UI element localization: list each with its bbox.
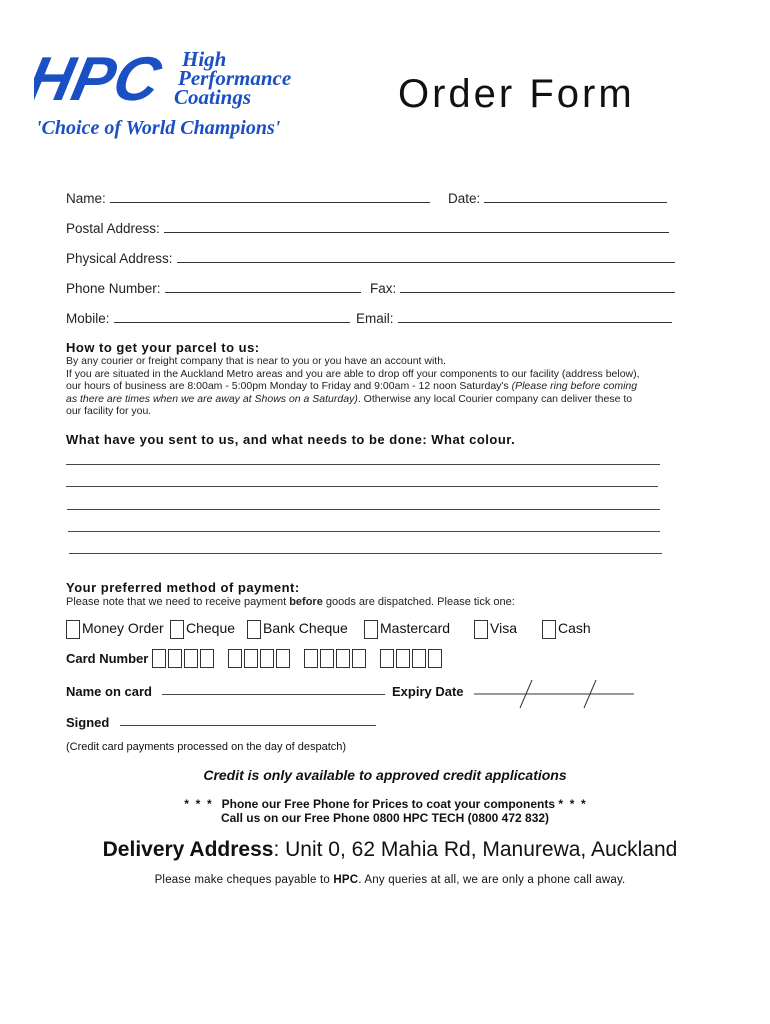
bank-cheque-label: Bank Cheque: [263, 620, 348, 637]
payment-option-bank-cheque[interactable]: [247, 620, 348, 639]
logo-word-high: High: [182, 47, 227, 71]
mobile-field[interactable]: [66, 310, 350, 326]
email-label: Email:: [356, 311, 394, 326]
payment-option-visa[interactable]: [474, 620, 517, 639]
delivery-address-label: Delivery Address: [102, 838, 274, 861]
hpc-logo-graphic: [34, 44, 354, 144]
logo-word-coatings: Coatings: [174, 85, 252, 109]
cheque-label: Cheque: [186, 620, 236, 637]
bank-cheque-checkbox[interactable]: [247, 620, 261, 639]
money-order-checkbox[interactable]: [66, 620, 80, 639]
money-order-label: Money Order: [82, 620, 164, 637]
free-phone-number: Call us on our Free Phone 0800 HPC TECH (0800 472 832): [220, 811, 550, 825]
work-line-4[interactable]: [68, 531, 660, 532]
parcel-line-3: [66, 380, 716, 393]
logo-word-performance: Performance: [178, 66, 292, 90]
cheque-checkbox[interactable]: [170, 620, 184, 639]
processing-note: (Credit card payments processed on the day of despatch): [66, 741, 347, 753]
parcel-courier-note: . Otherwise any local Courier company can deliver these to: [357, 392, 633, 405]
parcel-line-1: By any courier or freight company that is near to you or you have an account with.: [66, 355, 446, 367]
payment-note-end: goods are dispatched. Please tick one:: [322, 596, 515, 608]
physical-address-line[interactable]: [177, 250, 675, 263]
name-on-card-line[interactable]: [162, 694, 385, 695]
name-field[interactable]: [66, 190, 430, 206]
email-line[interactable]: [398, 310, 672, 323]
signed-label: Signed: [66, 715, 110, 730]
work-heading: What have you sent to us, and what needs to be done: What colour.: [66, 432, 516, 447]
credit-note: Credit is only available to approved credit applications: [203, 767, 567, 783]
cash-label: Cash: [558, 620, 591, 637]
parcel-instructions: [66, 355, 716, 418]
parcel-line-5: our facility for you.: [66, 405, 152, 417]
phone-line[interactable]: [165, 280, 361, 293]
work-line-5[interactable]: [69, 553, 662, 554]
fax-label: Fax:: [370, 281, 397, 296]
parcel-ring-note: (Please ring before coming: [511, 380, 638, 392]
delivery-address-value: : Unit 0, 62 Mahia Rd, Manurewa, Auckland: [273, 838, 678, 861]
expiry-date-label: Expiry Date: [392, 684, 464, 699]
expiry-date-slashes: [474, 678, 636, 710]
visa-checkbox[interactable]: [474, 620, 488, 639]
postal-address-field[interactable]: [66, 220, 669, 236]
postal-address-label: Postal Address:: [66, 221, 160, 236]
card-number-group-4[interactable]: [380, 649, 444, 668]
fax-field[interactable]: [370, 280, 675, 296]
cheques-note: [0, 874, 770, 886]
mobile-label: Mobile:: [66, 311, 110, 326]
payment-heading: Your preferred method of payment:: [66, 580, 300, 595]
work-line-3[interactable]: [67, 509, 660, 510]
parcel-line-4: [66, 393, 716, 406]
date-line[interactable]: [484, 190, 667, 203]
payment-option-cash[interactable]: [542, 620, 591, 639]
payment-option-money-order[interactable]: [66, 620, 164, 639]
logo-tagline: 'Choice of World Champions': [36, 117, 281, 139]
delivery-address: [0, 838, 770, 862]
fax-line[interactable]: [400, 280, 675, 293]
work-line-2[interactable]: [66, 486, 658, 487]
payment-option-mastercard[interactable]: [364, 620, 450, 639]
card-number-group-1[interactable]: [152, 649, 216, 668]
parcel-line-2: If you are situated in the Auckland Metro areas and you are able to drop off your components to our facility (address below),: [66, 367, 640, 380]
mastercard-label: Mastercard: [380, 620, 451, 637]
visa-label: Visa: [490, 620, 517, 637]
mastercard-checkbox[interactable]: [364, 620, 378, 639]
card-number-group-3[interactable]: [304, 649, 368, 668]
phone-label: Phone Number:: [66, 281, 161, 296]
cash-checkbox[interactable]: [542, 620, 556, 639]
parcel-shows-note: as there are times when we are away at Shows on a Saturday): [66, 392, 358, 405]
postal-address-line[interactable]: [164, 220, 669, 233]
card-number-label: Card Number: [66, 651, 149, 666]
mobile-line[interactable]: [114, 310, 350, 323]
name-label: Name:: [66, 191, 106, 206]
page-title: Order Form: [398, 72, 635, 116]
payment-option-cheque[interactable]: [170, 620, 235, 639]
date-field[interactable]: [448, 190, 667, 206]
date-label: Date:: [448, 191, 481, 206]
parcel-hours: our hours of business are 8:00am - 5:00pm Monday to Friday and 9:00am - 12 noon Saturday's: [66, 380, 512, 392]
physical-address-label: Physical Address:: [66, 251, 173, 266]
free-phone-note: * * * Phone our Free Phone for Prices to coat your components * * *: [184, 797, 586, 811]
logo-mark: HPC: [34, 44, 167, 114]
email-field[interactable]: [356, 310, 672, 326]
expiry-date-field[interactable]: [474, 678, 636, 710]
payment-note-before: before: [289, 596, 323, 608]
name-on-card-label: Name on card: [66, 684, 152, 699]
card-number-field[interactable]: [66, 649, 456, 668]
payment-note-start: Please note that we need to receive payment: [66, 596, 290, 608]
phone-field[interactable]: [66, 280, 361, 296]
signature-line[interactable]: [120, 725, 376, 726]
company-logo: [34, 44, 354, 144]
card-number-group-2[interactable]: [228, 649, 292, 668]
work-line-1[interactable]: [66, 464, 660, 465]
payment-note: [66, 596, 515, 609]
name-line[interactable]: [110, 190, 430, 203]
cheques-note-start: Please make cheques payable to: [154, 874, 334, 886]
physical-address-field[interactable]: [66, 250, 675, 266]
cheques-note-end: . Any queries at all, we are only a phone call away.: [358, 874, 626, 886]
parcel-heading: How to get your parcel to us:: [66, 340, 260, 355]
cheques-payee: HPC: [333, 874, 359, 886]
